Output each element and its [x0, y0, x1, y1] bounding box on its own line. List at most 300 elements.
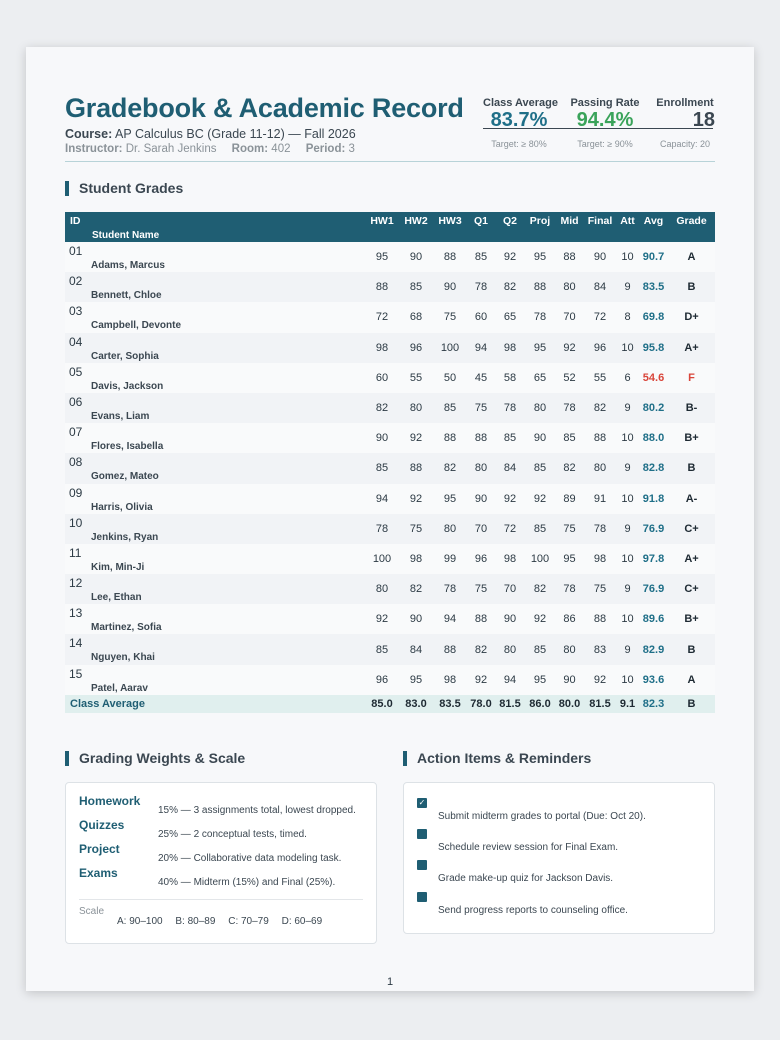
score-final: 90: [593, 251, 607, 264]
score-hw3: 99: [443, 552, 457, 565]
score-mid: 90: [563, 673, 576, 686]
period-value: 3: [348, 143, 355, 155]
stat-enrollment: [655, 97, 715, 149]
table-row[interactable]: [65, 665, 715, 695]
page-title: Gradebook & Academic Record: [65, 93, 464, 123]
col-header-avg[interactable]: Avg: [643, 215, 664, 227]
score-q2: 80: [503, 643, 517, 656]
score-hw3: 88: [443, 643, 457, 656]
table-row[interactable]: [65, 453, 715, 483]
avg-avg: 82.3: [642, 697, 665, 710]
col-header-grade[interactable]: Grade: [676, 215, 707, 227]
score-att: 10: [621, 432, 634, 445]
score-hw1: 72: [375, 311, 389, 324]
score-proj: 85: [533, 522, 547, 535]
student-id-cell: [65, 634, 365, 664]
student-name[interactable]: Lee, Ethan: [91, 592, 142, 604]
weight-label-homework: Homework: [79, 794, 141, 808]
table-row[interactable]: [65, 272, 715, 302]
student-id-cell: [65, 302, 365, 332]
score-hw1: 100: [372, 552, 392, 565]
score-hw1: 95: [375, 251, 389, 264]
student-name[interactable]: Patel, Aarav: [91, 682, 148, 694]
student-id-cell: [65, 333, 365, 363]
score-final: 92: [593, 673, 607, 686]
score-hw2: 82: [409, 583, 423, 596]
score-hw3: 85: [443, 402, 457, 415]
score-hw2: 98: [409, 552, 423, 565]
score-grade: D+: [684, 311, 699, 324]
stat-label: Class Average: [483, 97, 559, 109]
score-hw2: 88: [409, 462, 423, 475]
avg-hw2: 83.0: [405, 697, 427, 710]
student-id: 11: [69, 545, 82, 560]
score-hw2: 80: [409, 402, 423, 415]
score-mid: 95: [563, 552, 576, 565]
class-average-label: Class Average: [70, 697, 146, 710]
room-label: Room:: [231, 143, 269, 155]
student-name[interactable]: Evans, Liam: [91, 410, 150, 422]
table-row[interactable]: [65, 333, 715, 363]
score-grade: B: [687, 462, 696, 475]
stat-value: 18: [692, 109, 715, 131]
score-hw2: 90: [409, 613, 423, 626]
checked-checkbox-icon[interactable]: ✓: [418, 798, 426, 807]
stat-label: Passing Rate: [570, 97, 640, 109]
score-final: 75: [593, 583, 607, 596]
table-row[interactable]: [65, 544, 715, 574]
score-grade: A+: [684, 552, 699, 565]
student-name[interactable]: Kim, Min-Ji: [91, 561, 145, 573]
student-id-cell: [65, 363, 365, 393]
score-hw2: 84: [409, 643, 423, 656]
weight-label-exams: Exams: [79, 866, 118, 880]
student-id-cell: [65, 544, 365, 574]
score-q1: 70: [474, 522, 488, 535]
avg-final: 81.5: [589, 697, 611, 710]
score-mid: 70: [563, 311, 576, 324]
avg-mid: 80.0: [558, 697, 581, 710]
table-row[interactable]: [65, 574, 715, 604]
avg-proj: 86.0: [529, 697, 551, 710]
score-final: 88: [593, 432, 607, 445]
score-grade: C+: [684, 583, 699, 596]
action-items-card: [403, 782, 715, 934]
score-hw3: 94: [443, 613, 457, 626]
score-hw1: 85: [375, 643, 389, 656]
weight-desc-quizzes: 25% — 2 conceptual tests, timed.: [158, 829, 307, 840]
score-q2: 92: [503, 492, 517, 505]
student-id: 15: [69, 666, 83, 681]
score-avg: 83.5: [642, 281, 665, 294]
page-number: 1: [386, 976, 394, 988]
score-hw1: 92: [375, 613, 389, 626]
score-mid: 78: [563, 583, 576, 596]
score-q2: 65: [503, 311, 517, 324]
grades-table: [65, 212, 715, 713]
score-mid: 52: [563, 371, 576, 384]
score-avg: 76.9: [642, 583, 665, 596]
score-avg: 69.8: [642, 311, 665, 324]
score-grade: C+: [684, 522, 699, 535]
student-id: 04: [69, 334, 83, 349]
student-id-cell: [65, 665, 365, 695]
score-avg: 88.0: [642, 432, 665, 445]
score-avg: 95.8: [642, 341, 665, 354]
score-mid: 80: [563, 281, 576, 294]
stat-capacity: Capacity: 20: [659, 139, 711, 149]
score-q1: 96: [474, 552, 488, 565]
score-hw1: 94: [375, 492, 389, 505]
student-id-cell: [65, 423, 365, 453]
score-q1: 94: [474, 341, 488, 354]
score-q1: 45: [474, 371, 488, 384]
grading-weights-card: [65, 782, 377, 944]
student-id: 09: [69, 485, 83, 500]
score-proj: 95: [533, 673, 547, 686]
score-hw3: 95: [443, 492, 457, 505]
weight-desc-project: 20% — Collaborative data modeling task.: [158, 853, 342, 864]
score-q2: 82: [503, 281, 517, 294]
score-proj: 65: [533, 371, 547, 384]
score-hw2: 68: [409, 311, 423, 324]
score-final: 98: [593, 552, 607, 565]
score-mid: 85: [563, 432, 576, 445]
score-final: 96: [593, 341, 607, 354]
avg-hw3: 83.5: [439, 697, 461, 710]
score-grade: B-: [685, 402, 698, 415]
score-att: 6: [624, 371, 631, 384]
score-q1: 90: [474, 492, 488, 505]
student-id: 05: [69, 364, 83, 379]
scale-a: A: 90–100: [117, 916, 163, 927]
col-header-hw1[interactable]: HW1: [370, 215, 394, 227]
score-avg: 89.6: [642, 613, 665, 626]
score-proj: 88: [533, 281, 547, 294]
table-row[interactable]: [65, 423, 715, 453]
student-name[interactable]: Harris, Olivia: [91, 501, 153, 513]
score-final: 84: [593, 281, 607, 294]
score-mid: 89: [563, 492, 576, 505]
score-q1: 75: [474, 402, 488, 415]
student-id: 03: [69, 304, 83, 319]
score-att: 9: [624, 462, 631, 475]
score-final: 78: [593, 522, 607, 535]
student-name[interactable]: Bennett, Chloe: [91, 290, 162, 302]
score-hw3: 75: [443, 311, 457, 324]
action-items-heading: Action Items & Reminders: [403, 751, 591, 766]
score-avg: 82.9: [642, 643, 665, 656]
student-name[interactable]: Adams, Marcus: [91, 260, 165, 271]
col-header-hw3[interactable]: HW3: [438, 215, 462, 227]
grading-weights-heading: Grading Weights & Scale: [65, 751, 245, 766]
score-q1: 88: [474, 432, 488, 445]
score-hw2: 92: [409, 492, 423, 505]
student-grades-heading: Student Grades: [65, 181, 183, 196]
score-q1: 78: [474, 281, 488, 294]
score-hw1: 60: [375, 371, 389, 384]
instructor-value: Dr. Sarah Jenkins: [125, 143, 217, 155]
score-grade: B+: [684, 432, 699, 445]
score-grade: A: [687, 673, 696, 686]
score-q2: 58: [503, 371, 517, 384]
score-proj: 92: [533, 613, 547, 626]
weight-desc-homework: 15% — 3 assignments total, lowest dropped.: [158, 805, 356, 816]
scale-d: D: 60–69: [281, 916, 323, 927]
avg-q2: 81.5: [499, 697, 521, 710]
score-hw3: 90: [443, 281, 457, 294]
student-id-cell: [65, 242, 365, 272]
instructor-label: Instructor:: [65, 143, 123, 155]
weight-label-quizzes: Quizzes: [79, 818, 125, 832]
score-mid: 88: [563, 251, 576, 264]
score-hw3: 98: [443, 673, 457, 686]
score-mid: 75: [563, 522, 576, 535]
score-hw3: 88: [443, 432, 457, 445]
table-row[interactable]: [65, 604, 715, 634]
grades-body: [65, 242, 715, 713]
stats-panel: [483, 93, 715, 162]
score-att: 10: [621, 341, 634, 354]
score-q2: 98: [503, 341, 517, 354]
score-avg: 82.8: [642, 462, 665, 475]
score-final: 91: [593, 492, 607, 505]
checkbox-icon[interactable]: [417, 860, 427, 870]
student-name[interactable]: Gomez, Mateo: [91, 471, 159, 483]
score-att: 10: [621, 613, 634, 626]
col-header-att[interactable]: Att: [620, 215, 635, 227]
score-final: 88: [593, 613, 607, 626]
score-proj: 95: [533, 341, 547, 354]
checkbox-icon[interactable]: [417, 829, 427, 839]
student-id-cell: [65, 453, 365, 483]
avg-att: 9.1: [619, 697, 636, 710]
score-mid: 86: [563, 613, 576, 626]
student-name[interactable]: Nguyen, Khai: [91, 652, 155, 664]
score-proj: 85: [533, 462, 547, 475]
score-att: 10: [621, 251, 634, 264]
score-proj: 82: [533, 583, 547, 596]
score-grade: B+: [684, 613, 699, 626]
score-hw2: 95: [409, 673, 423, 686]
score-final: 82: [593, 402, 607, 415]
class-average-row: [65, 695, 715, 713]
col-header-id[interactable]: [65, 212, 365, 242]
score-att: 9: [624, 522, 631, 535]
score-hw2: 75: [409, 522, 423, 535]
score-hw1: 90: [375, 432, 389, 445]
student-id: 06: [69, 394, 83, 409]
action-item-text: Send progress reports to counseling office.: [438, 905, 628, 916]
score-proj: 80: [533, 402, 547, 415]
student-id-cell: [65, 484, 365, 514]
score-proj: 95: [533, 251, 547, 264]
student-id-cell: [65, 514, 365, 544]
col-header-q1[interactable]: Q1: [473, 215, 488, 227]
student-name[interactable]: Flores, Isabella: [91, 441, 164, 453]
score-avg: 80.2: [642, 402, 665, 415]
score-grade: F: [688, 371, 695, 384]
score-att: 10: [621, 552, 634, 565]
student-id: 01: [69, 244, 83, 258]
score-mid: 80: [563, 643, 576, 656]
table-row[interactable]: [65, 393, 715, 423]
table-row[interactable]: [65, 302, 715, 332]
score-q1: 82: [474, 643, 488, 656]
page-header: [65, 93, 715, 162]
col-header-proj[interactable]: Proj: [529, 215, 551, 227]
score-q2: 72: [503, 522, 517, 535]
table-row[interactable]: [65, 242, 715, 272]
document-page: [26, 47, 754, 991]
score-q1: 75: [474, 583, 488, 596]
score-hw1: 96: [375, 673, 389, 686]
score-final: 72: [593, 311, 607, 324]
score-q2: 78: [503, 402, 517, 415]
score-hw2: 92: [409, 432, 423, 445]
score-mid: 78: [563, 402, 576, 415]
score-att: 10: [621, 492, 634, 505]
period-label: Period:: [305, 143, 346, 155]
score-final: 83: [593, 643, 607, 656]
score-att: 10: [621, 673, 634, 686]
score-q1: 88: [474, 613, 488, 626]
col-header-final[interactable]: Final: [587, 215, 613, 227]
student-id-cell: [65, 272, 365, 302]
score-q1: 60: [474, 311, 488, 324]
grades-header-row: [65, 212, 715, 242]
score-hw3: 100: [440, 341, 460, 354]
score-grade: A-: [685, 492, 698, 505]
avg-hw1: 85.0: [371, 697, 393, 710]
score-hw3: 82: [443, 462, 457, 475]
score-avg: 93.6: [642, 673, 665, 686]
score-hw2: 96: [409, 341, 423, 354]
score-avg: 54.6: [642, 371, 665, 384]
stat-class-average: [483, 97, 559, 149]
grade-scale: [117, 916, 332, 927]
student-id: 14: [69, 636, 83, 651]
score-proj: 78: [533, 311, 547, 324]
score-final: 55: [593, 371, 607, 384]
score-att: 9: [624, 643, 631, 656]
checkbox-icon[interactable]: [417, 892, 427, 902]
col-header-q2[interactable]: Q2: [502, 215, 517, 227]
score-proj: 85: [533, 643, 547, 656]
student-id: 02: [69, 274, 83, 289]
score-q1: 80: [474, 462, 488, 475]
score-grade: B: [687, 281, 696, 294]
score-att: 8: [624, 311, 631, 324]
scale-label: Scale: [79, 906, 105, 917]
student-name[interactable]: Davis, Jackson: [91, 380, 164, 392]
stat-passing-rate: [569, 97, 641, 149]
student-id-cell: [65, 604, 365, 634]
table-row[interactable]: [65, 634, 715, 664]
course-label: Course:: [65, 127, 113, 141]
score-avg: 76.9: [642, 522, 665, 535]
table-row[interactable]: [65, 484, 715, 514]
student-id-cell: [65, 393, 365, 423]
student-name[interactable]: Martinez, Sofia: [91, 622, 162, 634]
score-grade: A+: [684, 341, 699, 354]
action-item-text: Grade make-up quiz for Jackson Davis.: [438, 873, 614, 884]
score-avg: 90.7: [642, 251, 665, 264]
score-avg: 91.8: [642, 492, 665, 505]
course-value: AP Calculus BC (Grade 11-12) — Fall 2026: [115, 127, 356, 141]
student-name[interactable]: Carter, Sophia: [91, 350, 159, 362]
score-q2: 90: [503, 613, 517, 626]
score-q1: 85: [474, 251, 488, 264]
student-name[interactable]: Jenkins, Ryan: [91, 531, 159, 543]
score-hw3: 80: [443, 522, 457, 535]
table-row[interactable]: [65, 514, 715, 544]
score-avg: 97.8: [642, 552, 665, 565]
score-hw2: 85: [409, 281, 423, 294]
score-hw1: 98: [375, 341, 389, 354]
score-mid: 92: [563, 341, 576, 354]
student-id: 07: [69, 425, 83, 440]
score-hw1: 78: [375, 522, 389, 535]
col-header-mid[interactable]: Mid: [560, 215, 579, 227]
avg-grade: B: [687, 697, 696, 710]
action-item-text: Submit midterm grades to portal (Due: Oct 20).: [438, 811, 646, 822]
score-q2: 84: [503, 462, 517, 475]
score-q2: 98: [503, 552, 517, 565]
score-mid: 82: [563, 462, 576, 475]
score-q2: 92: [503, 251, 517, 264]
student-id: 13: [69, 606, 83, 621]
score-hw1: 82: [375, 402, 389, 415]
weight-desc-exams: 40% — Midterm (15%) and Final (25%).: [158, 877, 336, 888]
stat-value: 94.4%: [576, 109, 634, 131]
score-hw1: 88: [375, 281, 389, 294]
score-q1: 92: [474, 673, 488, 686]
stat-target: Target: ≥ 90%: [577, 139, 633, 149]
student-id: 08: [69, 455, 83, 470]
col-header-student-name: Student Name: [92, 230, 160, 241]
score-hw2: 55: [409, 371, 423, 384]
score-grade: A: [687, 251, 696, 264]
score-proj: 90: [533, 432, 547, 445]
score-hw2: 90: [409, 251, 423, 264]
student-id: 10: [69, 515, 83, 530]
weight-label-project: Project: [79, 842, 120, 856]
score-att: 9: [624, 402, 631, 415]
room-value: 402: [271, 143, 291, 155]
scale-c: C: 70–79: [228, 916, 269, 927]
stat-value: 83.7%: [490, 109, 548, 131]
stat-label: Enrollment: [656, 97, 714, 109]
scale-b: B: 80–89: [175, 916, 216, 927]
score-q2: 70: [503, 583, 517, 596]
table-row[interactable]: [65, 363, 715, 393]
col-header-hw2[interactable]: HW2: [404, 215, 428, 227]
score-q2: 85: [503, 432, 517, 445]
stat-target: Target: ≥ 80%: [491, 139, 547, 149]
col-header-id-label: ID: [70, 215, 81, 227]
score-proj: 92: [533, 492, 547, 505]
score-final: 80: [593, 462, 607, 475]
avg-q1: 78.0: [470, 697, 492, 710]
score-hw3: 88: [443, 251, 457, 264]
student-name[interactable]: Campbell, Devonte: [91, 320, 182, 332]
weights-divider: [79, 899, 363, 900]
score-att: 9: [624, 281, 631, 294]
student-id: 12: [69, 576, 83, 591]
score-q2: 94: [503, 673, 517, 686]
score-hw1: 85: [375, 462, 389, 475]
